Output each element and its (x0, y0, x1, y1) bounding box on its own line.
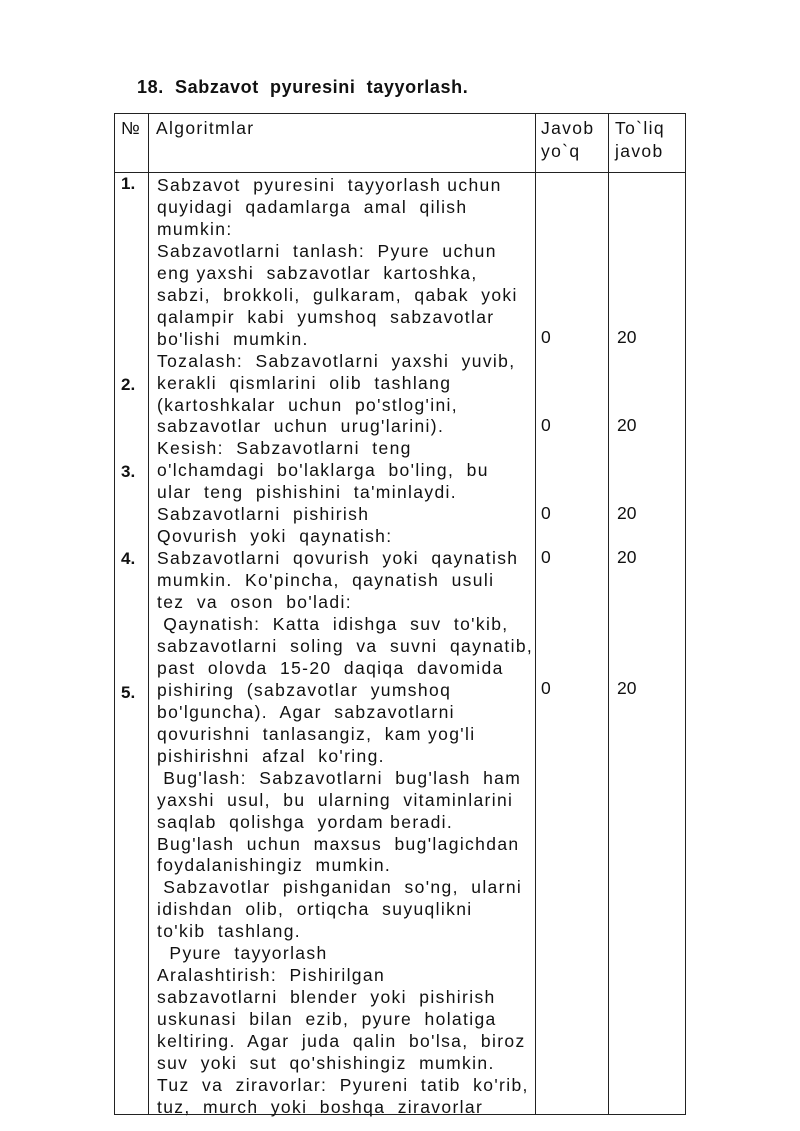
algorithm-line: foydalanishingiz mumkin. (157, 855, 392, 876)
algorithm-line: sabzavotlarni soling va suvni qaynatib, (157, 635, 534, 656)
full-answer-value-4: 20 (617, 547, 637, 567)
algorithm-line: (kartoshkalar uchun po'stlog'ini, (157, 394, 459, 415)
algorithm-line: Sabzavotlarni pishirish (157, 504, 370, 525)
algorithm-line: sabzavotlar uchun urug'larini). (157, 416, 445, 437)
algorithm-line: Qovurish yoki qaynatish: (157, 526, 393, 547)
full-answer-value-1: 20 (617, 327, 637, 347)
algorithm-line: Pyure tayyorlash (157, 943, 328, 964)
algorithm-line: suv yoki sut qo'shishingiz mumkin. (157, 1053, 495, 1073)
algorithm-line: Sabzavotlar pishganidan so'ng, ularni (157, 877, 523, 898)
algorithm-line: keltiring. Agar juda qalin bo'lsa, biroz (157, 1031, 526, 1052)
algorithm-line: pishirishni afzal ko'ring. (157, 745, 385, 766)
full-answer-value-5: 20 (617, 678, 637, 698)
row-number-1: 1. (121, 174, 136, 193)
algorithm-line: Kesish: Sabzavotlarni teng (157, 438, 412, 459)
algorithm-line: Tuz va ziravorlar: Pyureni tatib ko'rib, (157, 1074, 529, 1095)
algorithm-line: o'lchamdagi bo'laklarga bo'ling, bu (157, 460, 489, 481)
algorithm-line: yaxshi usul, bu ularning vitaminlarini (157, 789, 514, 810)
header-full-answer-line2: javob (615, 141, 664, 161)
algorithm-line: bo'lishi mumkin. (157, 328, 309, 349)
header-number: № (121, 118, 140, 138)
algorithm-text (157, 174, 534, 1117)
algorithm-line: mumkin: (157, 218, 233, 239)
algorithm-line: Sabzavotlarni tanlash: Pyure uchun (157, 240, 497, 261)
algorithm-line: bo'lguncha). Agar sabzavotlarni (157, 701, 455, 722)
no-answer-value-3: 0 (541, 503, 551, 523)
algorithm-line: sabzavotlarni blender yoki pishirish (157, 987, 496, 1008)
row-number-4: 4. (121, 549, 136, 568)
algorithm-line: Bug'lash: Sabzavotlarni bug'lash ham (157, 767, 522, 788)
row-number-2: 2. (121, 375, 136, 394)
algorithm-line: uskunasi bilan ezib, pyure holatiga (157, 1009, 497, 1030)
algorithm-line: pishiring (sabzavotlar yumshoq (157, 679, 452, 700)
algorithm-line: quyidagi qadamlarga amal qilish (157, 196, 468, 217)
algorithm-line: Sabzavot pyuresini tayyorlash uchun (157, 175, 502, 195)
no-answer-value-1: 0 (541, 327, 551, 347)
algorithm-line: to'kib tashlang. (157, 921, 302, 942)
algorithm-line: sabzi, brokkoli, gulkaram, qabak yoki (157, 284, 518, 305)
algorithm-line: mumkin. Ko'pincha, qaynatish usuli (157, 570, 495, 591)
algorithm-line: qovurishni tanlasangiz, kam yog'li (157, 723, 476, 744)
algorithm-line: past olovda 15-20 daqiqa davomida (157, 657, 504, 678)
algorithm-line: tez va oson bo'ladi: (157, 592, 352, 613)
algorithm-line: ular teng pishishini ta'minlaydi. (157, 482, 457, 503)
algorithm-line: idishdan olib, ortiqcha suyuqlikni (157, 899, 473, 920)
row-number-5: 5. (121, 683, 136, 702)
header-algorithms: Algoritmlar (156, 118, 255, 138)
algorithm-line: Aralashtirish: Pishirilgan (157, 965, 386, 986)
algorithm-line: eng yaxshi sabzavotlar kartoshka, (157, 262, 478, 283)
table-border-top (114, 113, 686, 114)
header-no-answer-line2: yo`q (541, 141, 581, 161)
table-header-divider (114, 172, 686, 173)
header-no-answer-line1: Javob (541, 118, 595, 138)
header-full-answer-line1: To`liq (615, 118, 665, 138)
table-col-divider-2 (535, 113, 536, 1115)
table-border-left (114, 113, 115, 1115)
algorithm-line: Sabzavotlarni qovurish yoki qaynatish (157, 548, 519, 569)
algorithm-line: saqlab qolishga yordam beradi. (157, 811, 454, 832)
algorithm-line: Bug'lash uchun maxsus bug'lagichdan (157, 833, 520, 854)
algorithm-line: Qaynatish: Katta idishga suv to'kib, (157, 614, 509, 634)
no-answer-value-2: 0 (541, 415, 551, 435)
algorithm-line: tuz, murch yoki boshqa ziravorlar (157, 1096, 484, 1117)
full-answer-value-3: 20 (617, 503, 637, 523)
algorithm-line: Tozalash: Sabzavotlarni yaxshi yuvib, (157, 350, 516, 371)
no-answer-value-4: 0 (541, 547, 551, 567)
full-answer-value-2: 20 (617, 415, 637, 435)
table-col-divider-3 (608, 113, 609, 1115)
table-col-divider-1 (148, 113, 149, 1115)
algorithm-line: kerakli qismlarini olib tashlang (157, 372, 452, 393)
table-border-right (685, 113, 686, 1115)
page-title: 18. Sabzavot pyuresini tayyorlash. (137, 77, 469, 97)
algorithm-line: qalampir kabi yumshoq sabzavotlar (157, 306, 495, 327)
no-answer-value-5: 0 (541, 678, 551, 698)
row-number-3: 3. (121, 462, 136, 481)
